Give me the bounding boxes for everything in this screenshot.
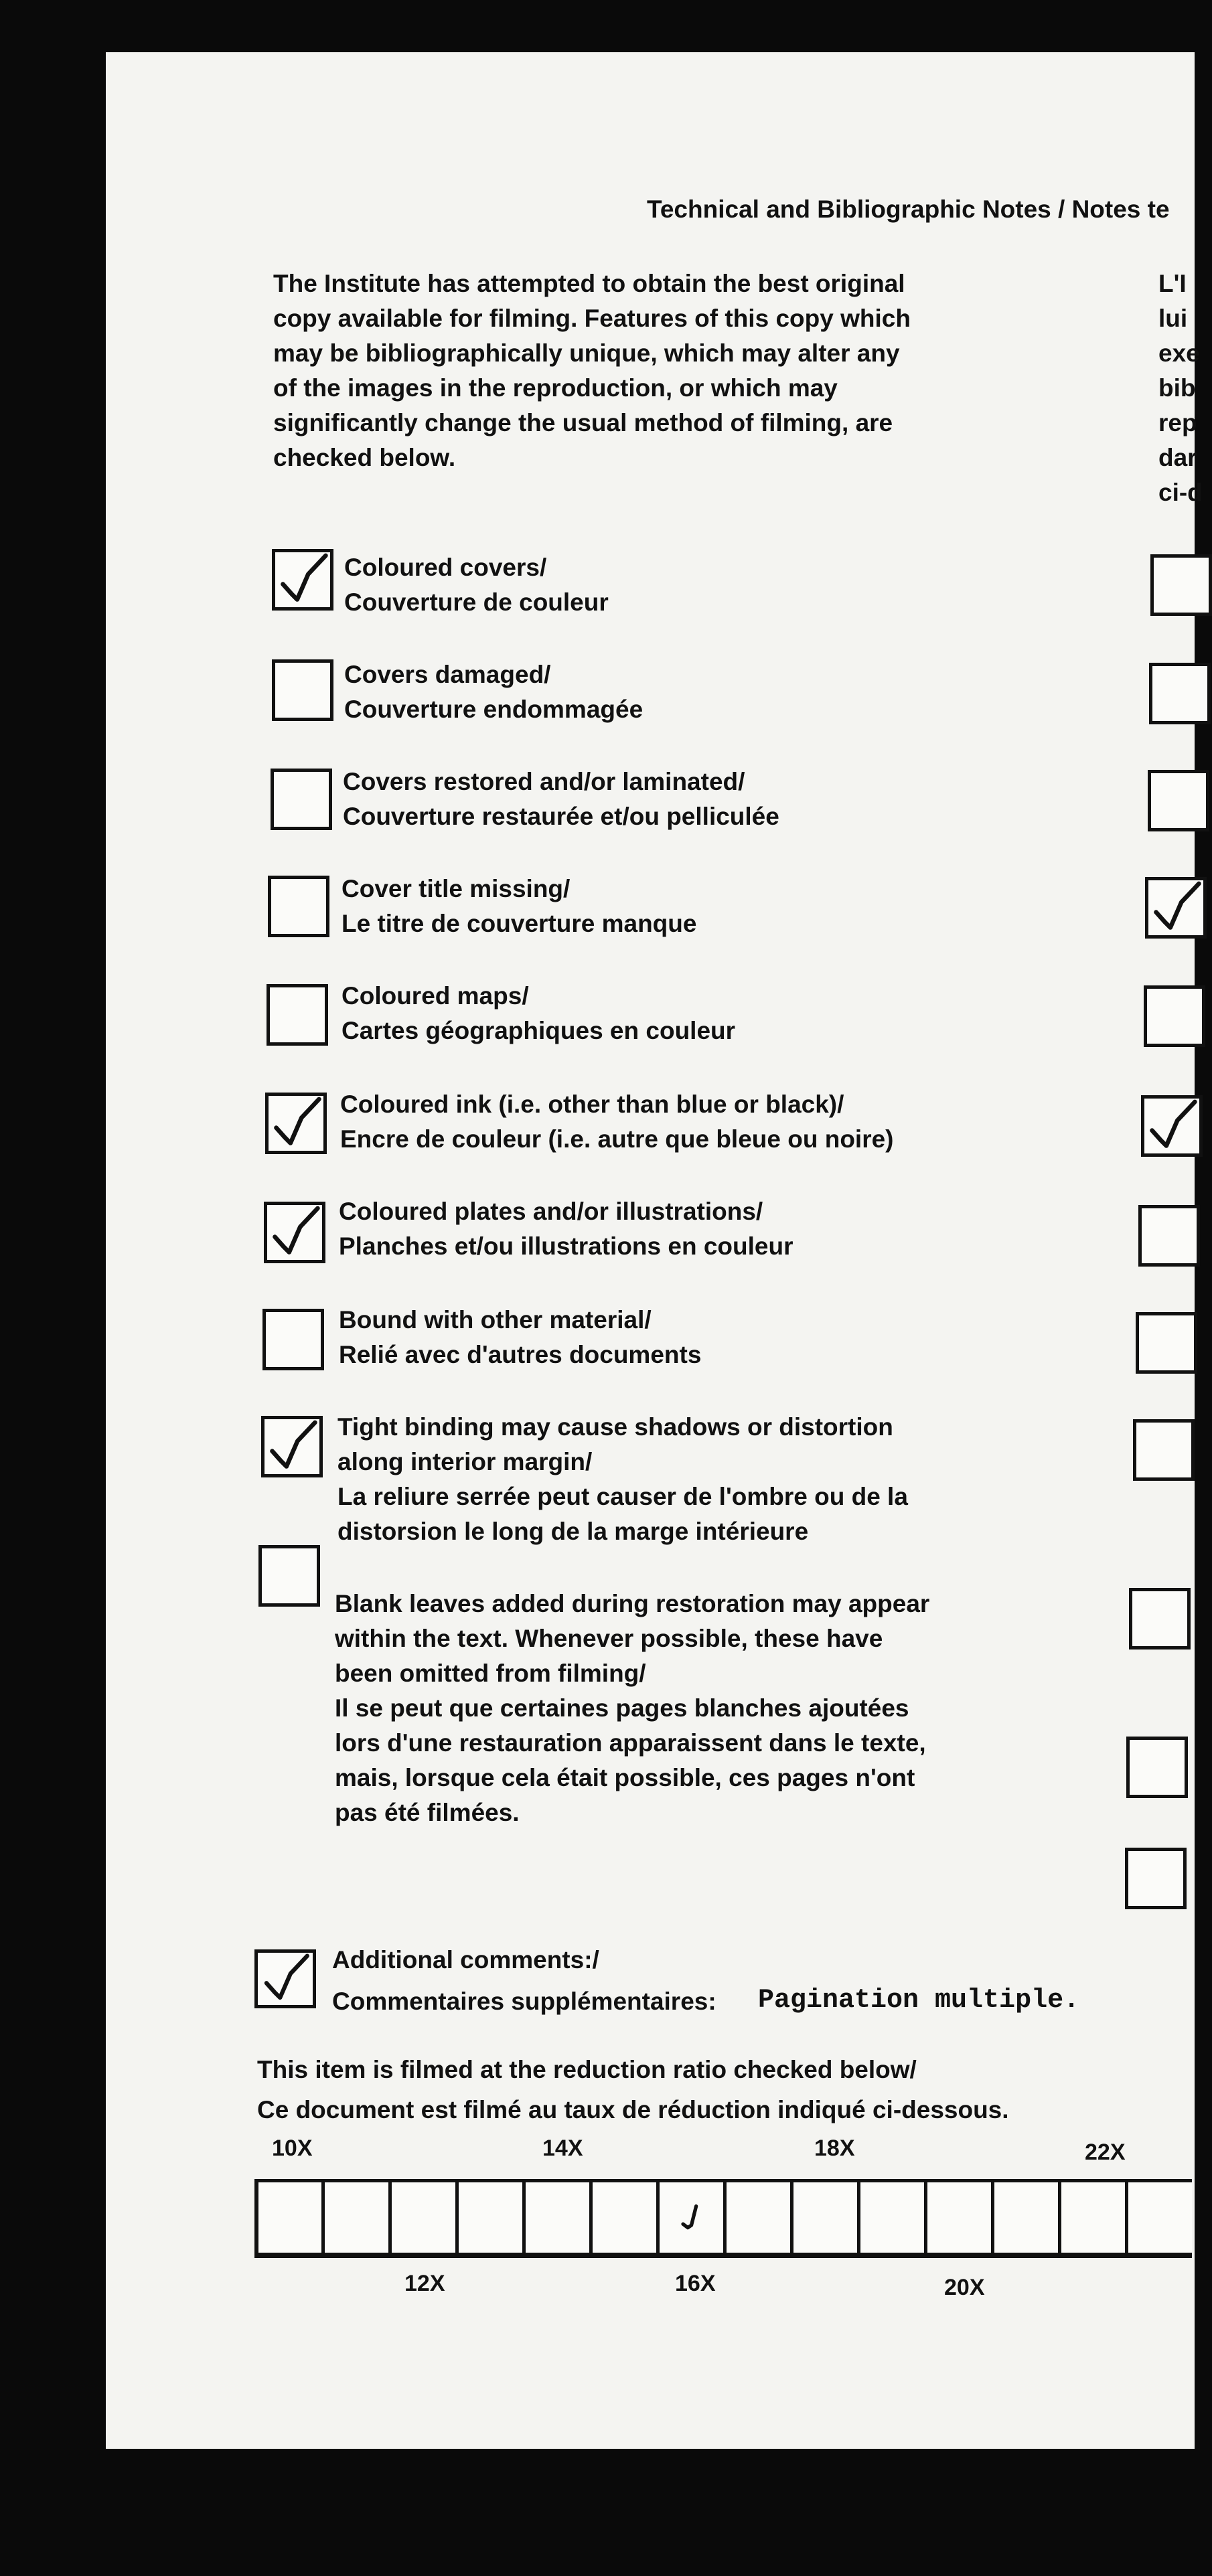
checkbox-covers-restored[interactable] (271, 769, 332, 830)
item-line: La reliure serrée peut causer de l'ombre ou de la (337, 1483, 908, 1510)
intro-line: checked below. (273, 444, 456, 471)
reduction-cell[interactable] (455, 2179, 522, 2258)
item-line: Tight binding may cause shadows or distortion (337, 1413, 893, 1441)
reduction-cell[interactable] (589, 2179, 656, 2258)
checkbox-coloured-plates[interactable] (264, 1202, 325, 1263)
reduction-cell[interactable] (1125, 2179, 1192, 2258)
right-checkbox[interactable] (1125, 1848, 1187, 1909)
reduction-cell[interactable] (991, 2179, 1058, 2258)
right-intro-fragment: rep (1158, 409, 1197, 436)
checkbox-bound-with[interactable] (262, 1309, 324, 1370)
right-intro-fragment: exe (1158, 339, 1200, 367)
intro-line: of the images in the reproduction, or which may (273, 374, 838, 402)
scale-label-bottom: 20X (944, 2275, 985, 2300)
checkbox-cover-title-missing[interactable] (268, 876, 329, 937)
notes-header: Technical and Bibliographic Notes / Notes te (647, 195, 1170, 223)
intro-line: copy available for filming. Features of this copy which (273, 305, 911, 332)
checkbox-tight-binding[interactable] (261, 1416, 323, 1477)
item-label (344, 550, 609, 620)
right-checkbox[interactable] (1144, 985, 1205, 1047)
right-intro-fragments (1158, 266, 1203, 510)
item-label (342, 872, 696, 941)
right-checkbox[interactable] (1133, 1419, 1195, 1481)
checkmark-icon (1144, 1099, 1199, 1153)
right-checkbox[interactable] (1150, 554, 1212, 616)
checkbox-coloured-maps[interactable] (267, 984, 328, 1046)
checkbox-covers-damaged[interactable] (272, 659, 333, 721)
reduction-cell[interactable] (522, 2179, 589, 2258)
reduction-cell[interactable] (857, 2179, 924, 2258)
item-line: Couverture restaurée et/ou pelliculée (343, 803, 779, 830)
item-line: Coloured covers/ (344, 554, 547, 581)
item-line: Planches et/ou illustrations en couleur (339, 1232, 793, 1260)
checkmark-icon (269, 1096, 323, 1151)
reduction-cell[interactable] (790, 2179, 857, 2258)
checkmark-icon (267, 1205, 322, 1260)
reduction-cell[interactable] (254, 2179, 321, 2258)
item-line: Couverture de couleur (344, 588, 609, 616)
checkbox-blank-leaves[interactable] (258, 1545, 320, 1607)
checkmark-icon (258, 1953, 313, 2005)
right-checkbox[interactable] (1148, 770, 1209, 831)
item-label (340, 1087, 894, 1157)
checkmark-icon (264, 1419, 319, 1474)
item-label (337, 1410, 908, 1549)
right-intro-fragment: L'I (1158, 270, 1187, 297)
item-line: been omitted from filming/ (335, 1660, 646, 1687)
reduction-cell[interactable] (1058, 2179, 1125, 2258)
right-intro-fragment: ci-d (1158, 479, 1203, 506)
item-line: Coloured plates and/or illustrations/ (339, 1198, 763, 1225)
item-label (339, 1303, 701, 1372)
checkbox-additional-comments[interactable] (254, 1949, 316, 2008)
item-line: pas été filmées. (335, 1799, 520, 1826)
right-intro-fragment: dar (1158, 444, 1197, 471)
intro-line: may be bibliographically unique, which may alter any (273, 339, 900, 367)
intro-paragraph (273, 266, 911, 475)
item-label (339, 1194, 793, 1264)
scale-label-top: 14X (542, 2136, 583, 2161)
reduction-cell[interactable] (388, 2179, 455, 2258)
item-line: Covers restored and/or laminated/ (343, 768, 745, 795)
item-line: Coloured maps/ (342, 982, 529, 1010)
item-label (344, 657, 643, 727)
reduction-cell[interactable] (321, 2179, 388, 2258)
item-line: Cover title missing/ (342, 875, 571, 902)
scale-label-top: 10X (272, 2136, 313, 2161)
item-label (335, 1587, 929, 1830)
item-line: Encre de couleur (i.e. autre que bleue ou noire) (340, 1125, 894, 1153)
item-line: within the text. Whenever possible, these have (335, 1625, 883, 1652)
item-line: distorsion le long de la marge intérieure (337, 1518, 809, 1545)
reduction-cell[interactable] (723, 2179, 790, 2258)
comments-value: Pagination multiple. (758, 1986, 1080, 2016)
item-line: Couverture endommagée (344, 696, 643, 723)
intro-line: significantly change the usual method of filming, are (273, 409, 893, 436)
right-checkbox[interactable] (1129, 1588, 1191, 1649)
item-label (343, 764, 779, 834)
item-line: Il se peut que certaines pages blanches ajoutées (335, 1694, 909, 1722)
right-intro-fragment: lui (1158, 305, 1188, 332)
item-line: along interior margin/ (337, 1448, 593, 1475)
comments-label-fr: Commentaires supplémentaires: (332, 1988, 716, 2015)
reduction-cell[interactable] (924, 2179, 991, 2258)
checkmark-icon (660, 2182, 723, 2253)
item-label (342, 979, 735, 1048)
item-line: Bound with other material/ (339, 1306, 652, 1334)
item-line: Le titre de couverture manque (342, 910, 697, 937)
right-checkbox[interactable] (1126, 1737, 1188, 1798)
intro-line: The Institute has attempted to obtain the best original (273, 270, 905, 297)
right-checkbox[interactable] (1138, 1205, 1200, 1267)
right-checkbox[interactable] (1149, 663, 1211, 724)
right-checkbox[interactable] (1136, 1312, 1197, 1374)
reduction-line-en: This item is filmed at the reduction ratio checked below/ (257, 2056, 917, 2083)
scale-label-top: 22X (1085, 2140, 1126, 2165)
item-line: mais, lorsque cela était possible, ces pages n'ont (335, 1764, 915, 1791)
item-line: lors d'une restauration apparaissent dans le texte, (335, 1729, 926, 1757)
checkbox-coloured-ink[interactable] (265, 1093, 327, 1154)
reduction-line-fr: Ce document est filmé au taux de réduction indiqué ci-dessous. (257, 2096, 1009, 2123)
reduction-ratio-grid (254, 2179, 1192, 2258)
scale-label-bottom: 16X (675, 2271, 716, 2296)
item-line: Coloured ink (i.e. other than blue or black)/ (340, 1091, 844, 1118)
checkmark-icon (275, 552, 330, 607)
scale-label-bottom: 12X (404, 2271, 445, 2296)
right-checkbox[interactable] (1141, 1095, 1203, 1157)
item-line: Blank leaves added during restoration may appear (335, 1590, 930, 1617)
comments-label-en: Additional comments:/ (332, 1946, 599, 1974)
item-line: Relié avec d'autres documents (339, 1341, 702, 1368)
item-line: Covers damaged/ (344, 661, 551, 688)
checkbox-coloured-covers[interactable] (272, 549, 333, 611)
scale-label-top: 18X (814, 2136, 855, 2161)
right-intro-fragment: bib (1158, 374, 1196, 402)
item-line: Cartes géographiques en couleur (342, 1017, 736, 1044)
reduction-cell[interactable] (656, 2179, 723, 2258)
checkmark-icon (1148, 880, 1203, 935)
right-checkbox[interactable] (1145, 877, 1207, 939)
